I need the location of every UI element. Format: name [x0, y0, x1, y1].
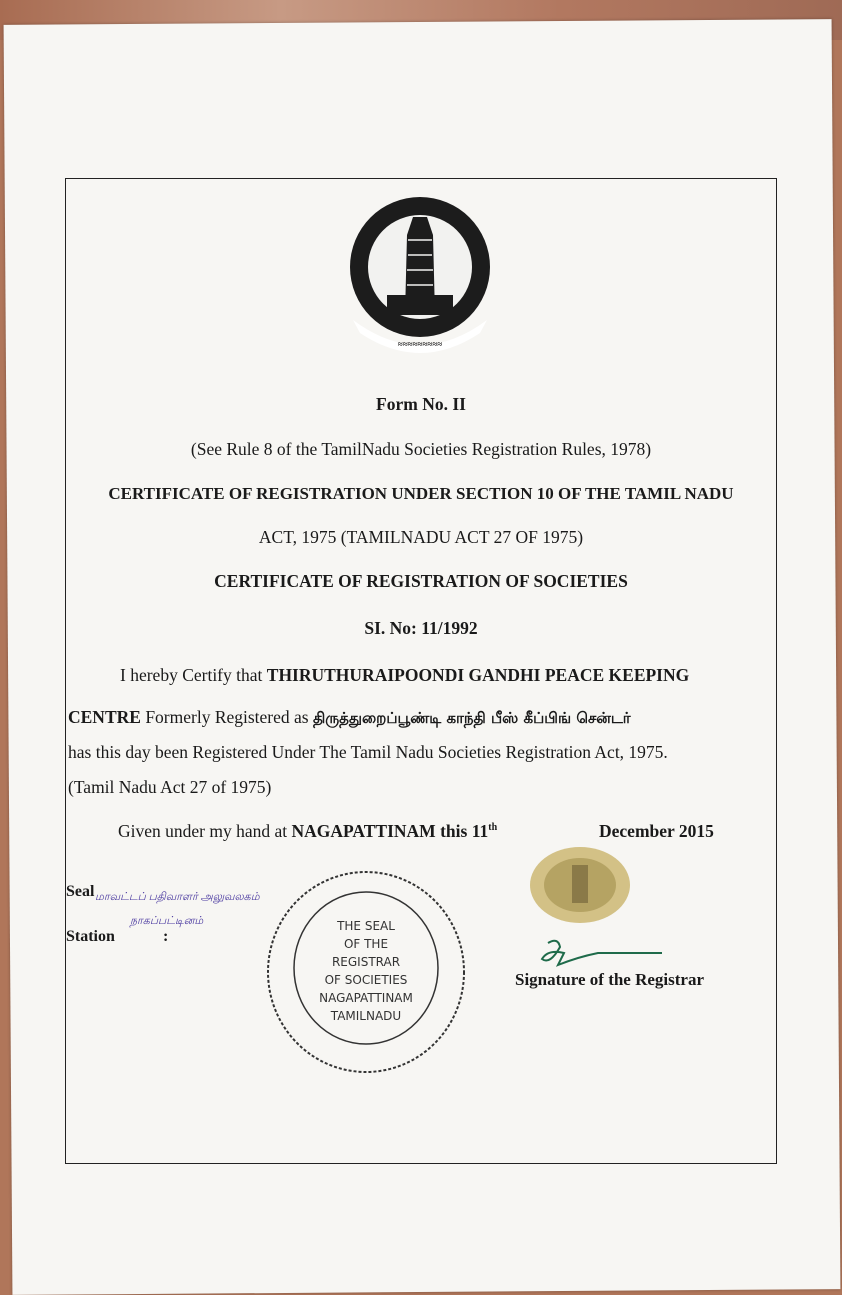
signature-label: Signature of the Registrar — [515, 970, 705, 989]
given-line — [118, 821, 497, 842]
gold-emblem-seal — [528, 846, 633, 924]
heading-sub: CERTIFICATE OF REGISTRATION OF SOCIETIES — [214, 571, 628, 591]
tamil-name: திருத்துறைப்பூண்டி காந்தி பீஸ் கீப்பிங் சென்டர் — [312, 709, 631, 727]
given-date: December 2015 — [599, 821, 714, 841]
body-line4: (Tamil Nadu Act 27 of 1975) — [68, 777, 272, 797]
heading-line1: CERTIFICATE OF REGISTRATION UNDER SECTION 10 OF THE TAMIL NADU — [108, 484, 734, 503]
svg-text:REGISTRAR: REGISTRAR — [331, 955, 401, 969]
office-stamp-line2: நாகப்பட்டினம் — [130, 915, 204, 927]
station-label: Station — [66, 928, 115, 945]
serial-number: SI. No: 11/1992 — [364, 618, 478, 638]
form-number: Form No. II — [376, 394, 466, 414]
given-day-suffix: th — [488, 822, 498, 834]
office-stamp-line1: மாவட்டப் பதிவாளர் அலுவலகம் — [95, 891, 260, 903]
heading-line2: ACT, 1975 (TAMILNADU ACT 27 OF 1975) — [258, 527, 584, 547]
formerly-text: Formerly Registered as — [140, 707, 313, 727]
body-line3: has this day been Registered Under The Tamil Nadu Societies Registration Act, 1975. — [68, 742, 668, 762]
registrar-signature — [538, 935, 668, 975]
rule-reference: (See Rule 8 of the TamilNadu Societies Registration Rules, 1978) — [190, 439, 652, 459]
society-name: THIRUTHURAIPOONDI GANDHI PEACE KEEPING — [266, 665, 690, 685]
svg-text:OF SOCIETIES: OF SOCIETIES — [324, 973, 408, 987]
intro-text: I hereby Certify that — [120, 665, 267, 685]
body-line2 — [68, 707, 631, 729]
society-name-cont: CENTRE — [68, 707, 141, 727]
body-line1 — [120, 665, 689, 686]
svg-text:THE SEAL: THE SEAL — [337, 919, 395, 933]
svg-text:NAGAPATTINAM: NAGAPATTINAM — [319, 991, 413, 1005]
svg-text:OF THE: OF THE — [343, 937, 389, 951]
given-prefix: Given under my hand at — [118, 821, 292, 841]
svg-text:≈≈≈≈≈≈≈≈≈: ≈≈≈≈≈≈≈≈≈ — [397, 339, 443, 349]
given-day: this 11 — [435, 821, 489, 841]
svg-text:TAMILNADU: TAMILNADU — [330, 1009, 402, 1023]
tamilnadu-emblem — [345, 195, 495, 355]
registrar-round-seal — [262, 868, 470, 1076]
seal-label: Seal — [66, 883, 95, 900]
station-colon: : — [163, 928, 169, 945]
given-place: NAGAPATTINAM — [291, 821, 436, 841]
